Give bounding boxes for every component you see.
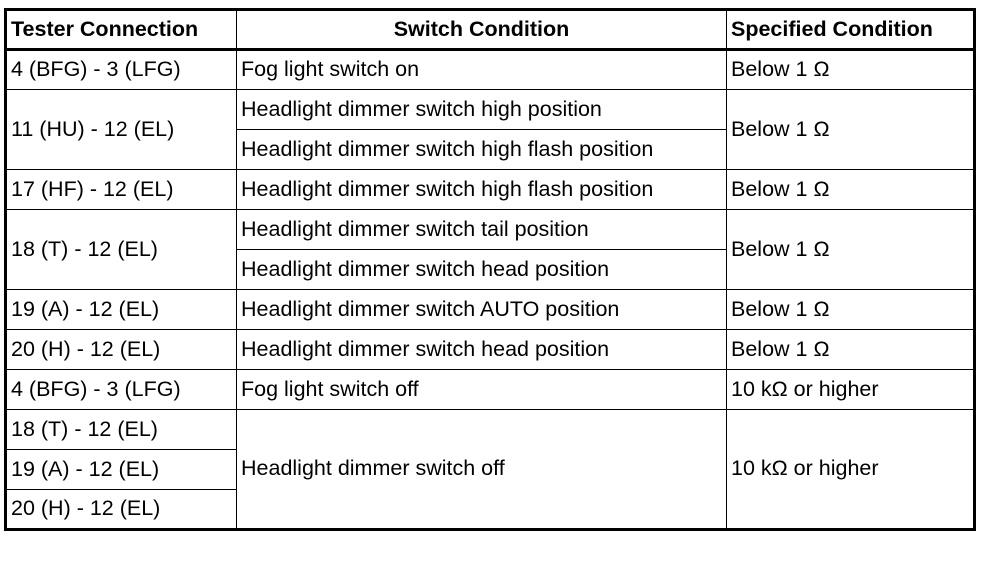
specified-condition-cell: Below 1 Ω (727, 90, 975, 170)
tester-connection-cell: 19 (A) - 12 (EL) (6, 450, 237, 490)
tester-connection-cell: 20 (H) - 12 (EL) (6, 490, 237, 530)
switch-condition-cell: Headlight dimmer switch high flash position (237, 130, 727, 170)
switch-condition-cell: Headlight dimmer switch tail position (237, 210, 727, 250)
table-row (6, 410, 975, 450)
header-specified-condition: Specified Condition (727, 10, 975, 50)
table-row (6, 330, 975, 370)
specified-condition-cell: Below 1 Ω (727, 210, 975, 290)
tester-connection-cell: 11 (HU) - 12 (EL) (6, 90, 237, 170)
switch-condition-cell: Headlight dimmer switch high flash position (237, 170, 727, 210)
table-row (6, 290, 975, 330)
tester-connection-cell: 20 (H) - 12 (EL) (6, 330, 237, 370)
switch-condition-cell: Headlight dimmer switch AUTO position (237, 290, 727, 330)
table-row (6, 170, 975, 210)
table-row (6, 370, 975, 410)
specified-condition-cell: 10 kΩ or higher (727, 410, 975, 530)
table-row (6, 50, 975, 90)
switch-condition-cell: Headlight dimmer switch head position (237, 330, 727, 370)
switch-condition-cell: Fog light switch on (237, 50, 727, 90)
specified-condition-cell: Below 1 Ω (727, 50, 975, 90)
specification-table (4, 8, 976, 531)
specified-condition-cell: Below 1 Ω (727, 330, 975, 370)
specified-condition-cell: 10 kΩ or higher (727, 370, 975, 410)
tester-connection-cell: 4 (BFG) - 3 (LFG) (6, 370, 237, 410)
header-tester-connection: Tester Connection (6, 10, 237, 50)
tester-connection-cell: 17 (HF) - 12 (EL) (6, 170, 237, 210)
switch-condition-cell: Headlight dimmer switch off (237, 410, 727, 530)
table-row (6, 210, 975, 250)
table-row (6, 90, 975, 130)
switch-condition-cell: Headlight dimmer switch head position (237, 250, 727, 290)
tester-connection-cell: 19 (A) - 12 (EL) (6, 290, 237, 330)
specified-condition-cell: Below 1 Ω (727, 290, 975, 330)
tester-connection-cell: 18 (T) - 12 (EL) (6, 410, 237, 450)
header-row (6, 10, 975, 50)
switch-condition-cell: Headlight dimmer switch high position (237, 90, 727, 130)
tester-connection-cell: 4 (BFG) - 3 (LFG) (6, 50, 237, 90)
switch-condition-cell: Fog light switch off (237, 370, 727, 410)
header-switch-condition: Switch Condition (237, 10, 727, 50)
tester-connection-cell: 18 (T) - 12 (EL) (6, 210, 237, 290)
specified-condition-cell: Below 1 Ω (727, 170, 975, 210)
